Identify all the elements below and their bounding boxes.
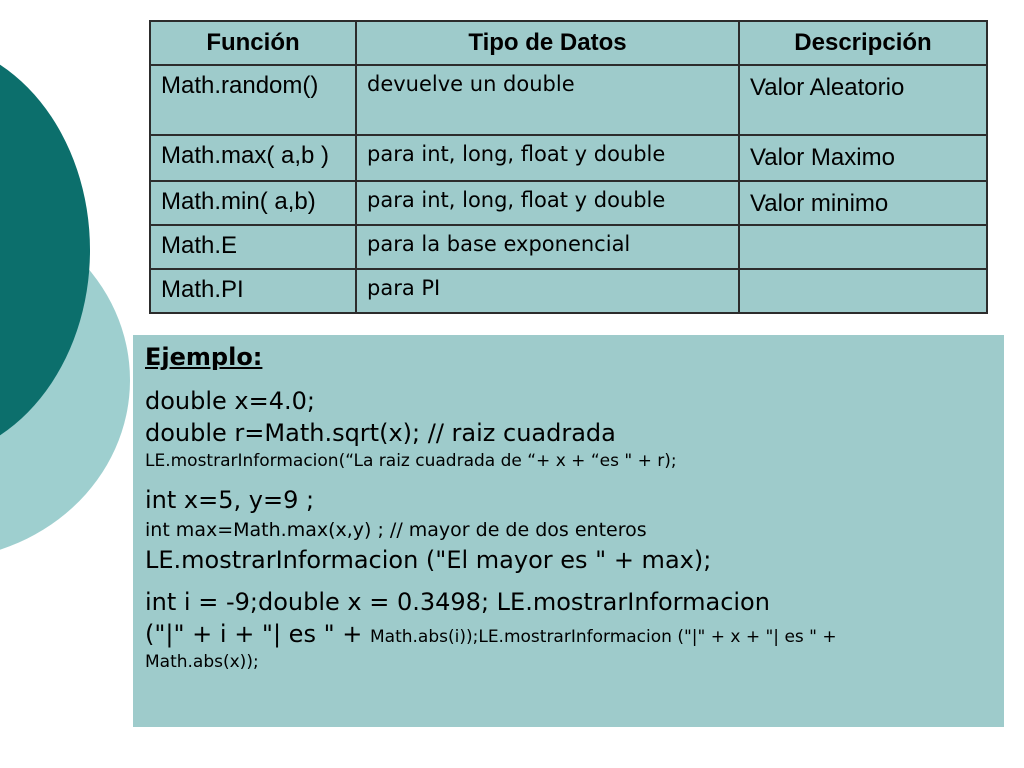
header-descripcion: Descripción: [739, 21, 987, 65]
table-row: [150, 181, 987, 225]
code-segment-small: Math.abs(i));LE.mostrarInformacion ("|" + x + "| es " +: [370, 627, 837, 647]
code-line: LE.mostrarInformacion(“La raiz cuadrada de “+ x + “es " + r);: [145, 451, 677, 471]
table-row: [150, 135, 987, 181]
functions-table: [149, 20, 988, 314]
cell-funcion: Math.min( a,b): [150, 181, 356, 225]
cell-tipo: para int, long, float y double: [356, 181, 739, 225]
cell-descripcion: Valor Maximo: [739, 135, 987, 181]
code-line: Math.abs(x));: [145, 652, 259, 672]
code-line: int x=5, y=9 ;: [145, 486, 315, 514]
cell-tipo: para la base exponencial: [356, 225, 739, 269]
table-header-row: [150, 21, 987, 65]
cell-tipo: para int, long, float y double: [356, 135, 739, 181]
code-line-mixed: [145, 618, 992, 650]
cell-descripcion: [739, 225, 987, 269]
cell-funcion: Math.random(): [150, 65, 356, 135]
cell-funcion: Math.max( a,b ): [150, 135, 356, 181]
example-panel: [133, 335, 1004, 727]
header-tipo-de-datos: Tipo de Datos: [356, 21, 739, 65]
code-line: int max=Math.max(x,y) ; // mayor de de dos enteros: [145, 519, 647, 541]
code-segment-large: ("|" + i + "| es " +: [145, 620, 370, 648]
example-title: Ejemplo:: [145, 343, 263, 371]
code-line: int i = -9;double x = 0.3498; LE.mostrarInformacion: [145, 588, 770, 616]
cell-tipo: devuelve un double: [356, 65, 739, 135]
cell-tipo: para PI: [356, 269, 739, 313]
table-row: [150, 65, 987, 135]
table-row: [150, 225, 987, 269]
cell-descripcion: Valor minimo: [739, 181, 987, 225]
table-row: [150, 269, 987, 313]
code-line: double x=4.0;: [145, 387, 315, 415]
cell-funcion: Math.E: [150, 225, 356, 269]
code-line: double r=Math.sqrt(x); // raiz cuadrada: [145, 419, 616, 447]
cell-descripcion: [739, 269, 987, 313]
cell-descripcion: Valor Aleatorio: [739, 65, 987, 135]
code-line: LE.mostrarInformacion ("El mayor es " + max);: [145, 546, 712, 574]
header-funcion: Función: [150, 21, 356, 65]
cell-funcion: Math.PI: [150, 269, 356, 313]
